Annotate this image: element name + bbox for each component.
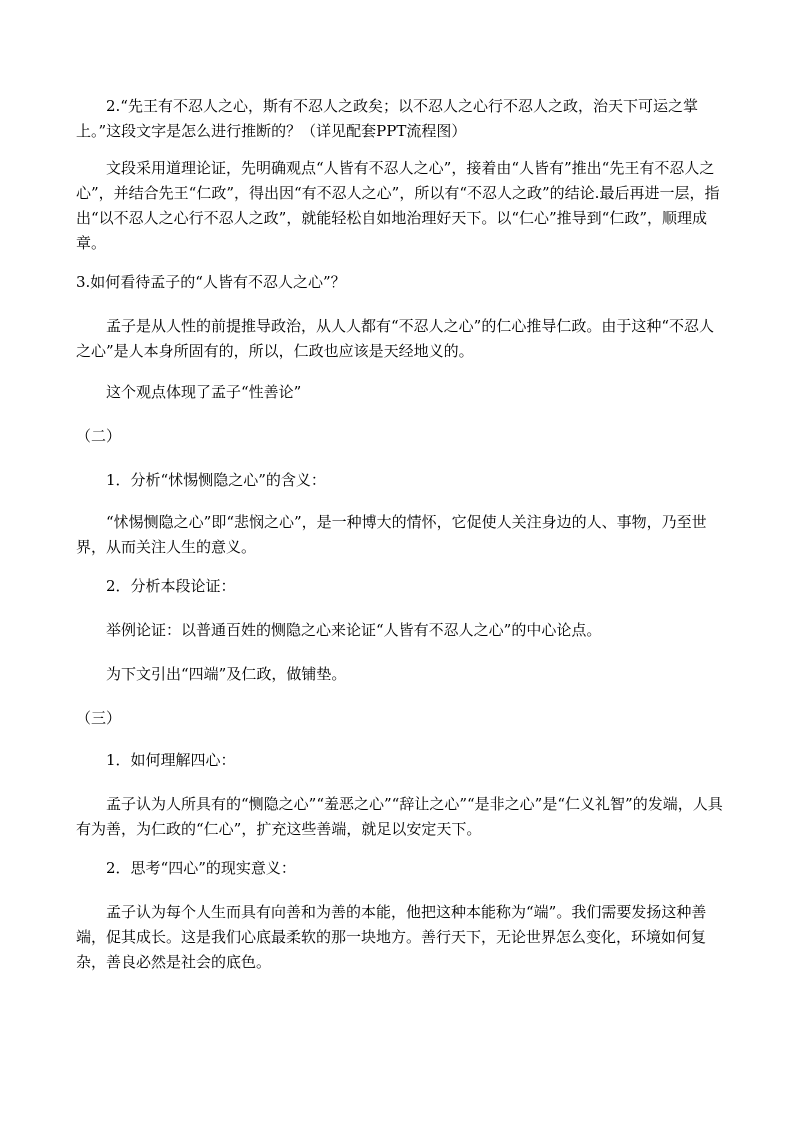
section-2-question-2: 2．分析本段论证： — [106, 577, 236, 595]
section-3-answer-2: 孟子认为每个人生而具有向善和为善的本能，他把这种本能称为“端”。我们需要发扬这种善端，促其成长。这是我们心底最柔软的那一块地方。善行天下，无论世界怎么变化，环境如何复杂，善良必然是社会的底色。 — [76, 903, 707, 971]
answer-3-paragraph: 孟子是从人性的前提推导政治，从人人都有“不忍人之心”的仁心推导仁政。由于这种“不忍人之心”是人本身所固有的，所以，仁政也应该是天经地义的。 — [76, 317, 715, 360]
section-3-heading: （三） — [76, 709, 122, 727]
question-2-paragraph: 2.“先王有不忍人之心，斯有不忍人之政矣；以不忍人之心行不忍人之政，治天下可运之掌上。”这段文字是怎么进行推断的？（详见配套PPT流程图） — [76, 97, 698, 140]
section-2-heading: （二） — [76, 427, 122, 445]
section-3-answer-1: 孟子认为人所具有的“恻隐之心”“羞恶之心”“辞让之心”“是非之心”是“仁义礼智”的发端，人具有为善，为仁政的“仁心”，扩充这些善端，就足以安定天下。 — [76, 795, 723, 838]
section-2-answer-2-note: 为下文引出“四端”及仁政，做铺垫。 — [106, 665, 347, 683]
answer-2-paragraph: 文段采用道理论证，先明确观点“人皆有不忍人之心”，接着由“人皆有”推出“先王有不忍人之心”，并结合先王“仁政”，得出因“有不忍人之心”，所以有“不忍人之政”的结论.最后再进一层，指出“以不忍人之心行不忍人之政”，就能轻松自如地治理好天下。以“仁心”推导到“仁政”，顺理成章。 — [76, 159, 720, 252]
section-2-answer-2: 举例论证：以普通百姓的恻隐之心来论证“人皆有不忍人之心”的中心论点。 — [106, 621, 602, 639]
section-3-question-1: 1．如何理解四心： — [106, 751, 236, 769]
question-3-paragraph: 3.如何看待孟子的“人皆有不忍人之心”？ — [76, 273, 346, 291]
answer-3-conclusion: 这个观点体现了孟子“性善论” — [106, 383, 302, 401]
section-2-question-1: 1．分析“怵惕恻隐之心”的含义： — [106, 471, 326, 489]
section-2-answer-1: “怵惕恻隐之心”即“悲悯之心”，是一种博大的情怀，它促使人关注身边的人、事物，乃至世界，从而关注人生的意义。 — [76, 513, 707, 556]
section-3-question-2: 2．思考“四心”的现实意义： — [106, 859, 296, 877]
